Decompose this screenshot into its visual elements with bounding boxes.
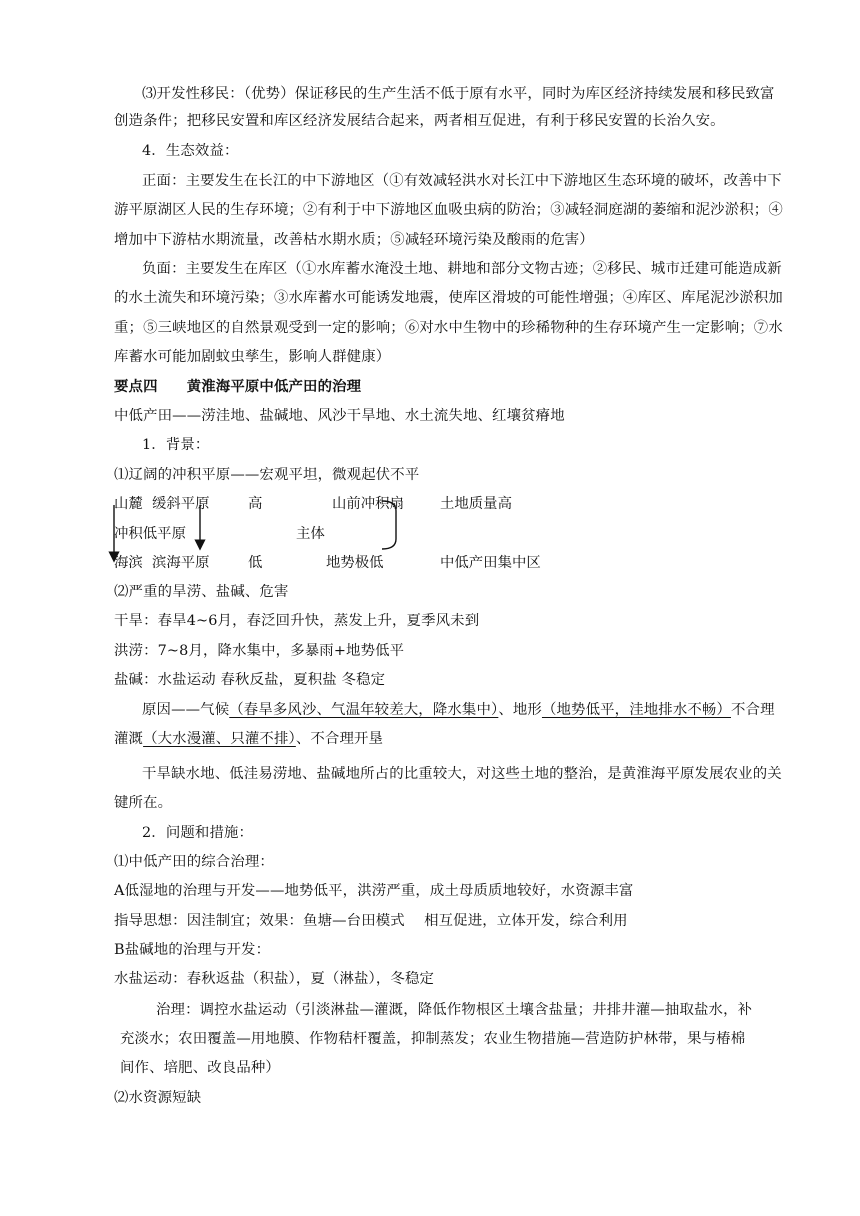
section-heading: 1．背景： <box>142 437 210 453</box>
diagram-label: 主体 <box>296 526 325 542</box>
paragraph-line: 游平原湖区人民的生存环境；②有利于中下游地区血吸虫病的防治；③减轻洞庭湖的萎缩和泥沙淤积；④ <box>114 202 783 218</box>
paragraph-line: ⑵水资源短缺 <box>114 1090 202 1106</box>
reclamation-label: 、不合理开垦 <box>295 731 384 747</box>
paragraph-line: 干旱缺水地、低洼易涝地、盐碱地所占的比重较大，对这些土地的整治，是黄淮海平原发展农业的关 <box>142 766 782 782</box>
cause-line-cont <box>114 729 754 749</box>
paragraph-line: 间作、培肥、改良品种） <box>120 1060 280 1076</box>
diagram-label: 缓斜平原 <box>152 496 210 512</box>
irrigation-label: 不合理 <box>730 702 775 718</box>
irrigation-label-cont: 灌溉 <box>114 731 144 747</box>
cause-line <box>142 700 782 720</box>
paragraph-line: A低湿地的治理与开发——地势低平，洪涝严重，成土母质质地较好，水资源丰富 <box>114 883 634 899</box>
diagram-label: 山前冲积扇 <box>332 496 404 512</box>
paragraph-line: ⑶开发性移民：（优势）保证移民的生产生活不低于原有水平，同时为库区经济持续发展和移民致富 <box>142 86 775 102</box>
paragraph-line: 库蓄水可能加剧蚊虫孳生，影响人群健康） <box>114 349 391 365</box>
paragraph-line: 负面：主要发生在库区（①水库蓄水淹没土地、耕地和部分文物古迹；②移民、城市迁建可能造成新 <box>142 261 782 277</box>
diagram-label: 滨海平原 <box>152 555 210 571</box>
section-heading: 4．生态效益： <box>142 143 239 159</box>
paragraph-line: 键所在。 <box>114 795 173 811</box>
key-point-heading: 要点四 黄淮海平原中低产田的治理 <box>114 378 362 395</box>
paragraph-line: 充淡水；农田覆盖—用地膜、作物秸杆覆盖，抑制蒸发；农业生物措施—营造防护林带，果与椿棉 <box>120 1031 746 1047</box>
paragraph-line: 正面：主要发生在长江的中下游地区（①有效减轻洪水对长江中下游地区生态环境的破坏，改善中下 <box>142 173 782 189</box>
irrigation-cause: （大水漫灌、只灌不排） <box>143 731 296 747</box>
paragraph-line: 指导思想：因洼制宜；效果：鱼塘—台田模式 相互促进，立体开发，综合利用 <box>114 913 628 929</box>
paragraph-line: 重；⑤三峡地区的自然景观受到一定的影响；⑥对水中生物中的珍稀物种的生存环境产生一定影响；⑦水 <box>114 320 783 336</box>
diagram-label: 低 <box>248 555 263 571</box>
bracket <box>382 501 396 549</box>
paragraph-line: 水盐运动：春秋返盐（积盐），夏（淋盐），冬稳定 <box>114 971 435 987</box>
paragraph-line: ⑵严重的旱涝、盐碱、危害 <box>114 584 289 600</box>
paragraph-line: 洪涝：7~8月，降水集中，多暴雨+地势低平 <box>114 643 405 659</box>
paragraph-line: ⑴辽阔的冲积平原——宏观平坦，微观起伏不平 <box>114 467 420 483</box>
diagram-label: 高 <box>248 496 263 512</box>
diagram-label: 中低产田集中区 <box>440 555 541 571</box>
diagram-label: 海滨 <box>114 555 143 571</box>
paragraph-line: 盐碱：水盐运动 春秋反盐，夏积盐 冬稳定 <box>114 672 386 688</box>
paragraph-line: 治理：调控水盐运动（引淡淋盐—灌溉，降低作物根区土壤含盐量；井排井灌—抽取盐水，补 <box>156 1002 753 1018</box>
paragraph-line: B盐碱地的治理与开发： <box>114 942 271 958</box>
paragraph-line: 干旱：春旱4~6月，春泛回升快，蒸发上升，夏季风未到 <box>114 613 480 629</box>
diagram-label: 土地质量高 <box>440 496 512 512</box>
section-heading: 2．问题和措施： <box>142 825 254 841</box>
terrain-cause: （地势低平，洼地排水不畅） <box>541 702 731 718</box>
paragraph-line: 的水土流失和环境污染；③水库蓄水可能诱发地震，使库区滑坡的可能性增强；④库区、库尾泥沙淤积加 <box>114 290 783 306</box>
diagram-label: 地势极低 <box>326 555 384 571</box>
paragraph-line: ⑴中低产田的综合治理： <box>114 854 274 870</box>
diagram-label: 冲积低平原 <box>114 526 186 542</box>
cause-label: 原因——气候 <box>142 702 230 718</box>
paragraph-line: 中低产田——涝洼地、盐碱地、风沙干旱地、水土流失地、红壤贫瘠地 <box>114 408 565 424</box>
climate-cause: （春旱多风沙、气温年较差大，降水集中） <box>229 702 499 718</box>
paragraph-line: 创造条件；把移民安置和库区经济发展结合起来，两者相互促进，有利于移民安置的长治久安。 <box>114 113 725 129</box>
diagram-arrows <box>100 495 420 575</box>
paragraph-line: 增加中下游枯水期流量，改善枯水期水质；⑤减轻环境污染及酸雨的危害） <box>114 232 594 248</box>
diagram-label: 山麓 <box>114 496 143 512</box>
terrain-label: 、地形 <box>498 702 542 718</box>
